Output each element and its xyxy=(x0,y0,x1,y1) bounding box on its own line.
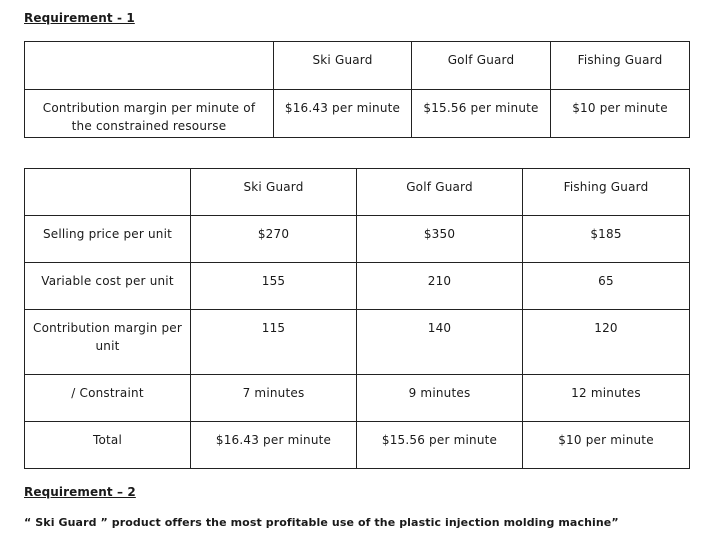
table1-header-empty xyxy=(25,42,274,90)
table2-row-variable-cost xyxy=(25,263,690,310)
table2-cell: 65 xyxy=(523,263,690,310)
table2-row-total xyxy=(25,422,690,469)
table1-cell-fishing-guard: $10 per minute xyxy=(551,90,690,138)
table1-header-fishing-guard: Fishing Guard xyxy=(551,42,690,90)
table2-cell: 120 xyxy=(523,310,690,375)
table2-cell: 9 minutes xyxy=(357,375,523,422)
table1-cell-ski-guard: $16.43 per minute xyxy=(274,90,412,138)
table1-header-golf-guard: Golf Guard xyxy=(412,42,551,90)
table2-row-constraint xyxy=(25,375,690,422)
conclusion-statement: “ Ski Guard ” product offers the most profitable use of the plastic injection molding machine” xyxy=(24,516,619,529)
contribution-calculation-table xyxy=(24,168,690,469)
table2-cell: $10 per minute xyxy=(523,422,690,469)
table2-cell: $15.56 per minute xyxy=(357,422,523,469)
table2-row-label: / Constraint xyxy=(25,375,191,422)
table2-cell: 12 minutes xyxy=(523,375,690,422)
table1-header-ski-guard: Ski Guard xyxy=(274,42,412,90)
table1-row xyxy=(25,90,690,138)
requirement-1-heading: Requirement - 1 xyxy=(24,11,135,25)
table2-cell: $16.43 per minute xyxy=(191,422,357,469)
table2-header-golf-guard: Golf Guard xyxy=(357,169,523,216)
table2-header-fishing-guard: Fishing Guard xyxy=(523,169,690,216)
table1-row-label: Contribution margin per minute of the constrained resourse xyxy=(25,90,274,138)
table2-row-label: Contribution margin per unit xyxy=(25,310,191,375)
table1-cell-golf-guard: $15.56 per minute xyxy=(412,90,551,138)
table2-cell: 7 minutes xyxy=(191,375,357,422)
contribution-per-minute-table xyxy=(24,41,690,138)
table2-cell: 115 xyxy=(191,310,357,375)
requirement-2-heading: Requirement – 2 xyxy=(24,485,136,499)
table2-row-label: Total xyxy=(25,422,191,469)
table2-row-label: Selling price per unit xyxy=(25,216,191,263)
table2-header-empty xyxy=(25,169,191,216)
table2-cell: 155 xyxy=(191,263,357,310)
table2-row-label: Variable cost per unit xyxy=(25,263,191,310)
table2-cell: $270 xyxy=(191,216,357,263)
table2-row-contribution-margin xyxy=(25,310,690,375)
table2-row-selling-price xyxy=(25,216,690,263)
table2-cell: $350 xyxy=(357,216,523,263)
table2-cell: 210 xyxy=(357,263,523,310)
table2-cell: $185 xyxy=(523,216,690,263)
table2-header-row xyxy=(25,169,690,216)
table2-cell: 140 xyxy=(357,310,523,375)
table1-header-row xyxy=(25,42,690,90)
table2-header-ski-guard: Ski Guard xyxy=(191,169,357,216)
